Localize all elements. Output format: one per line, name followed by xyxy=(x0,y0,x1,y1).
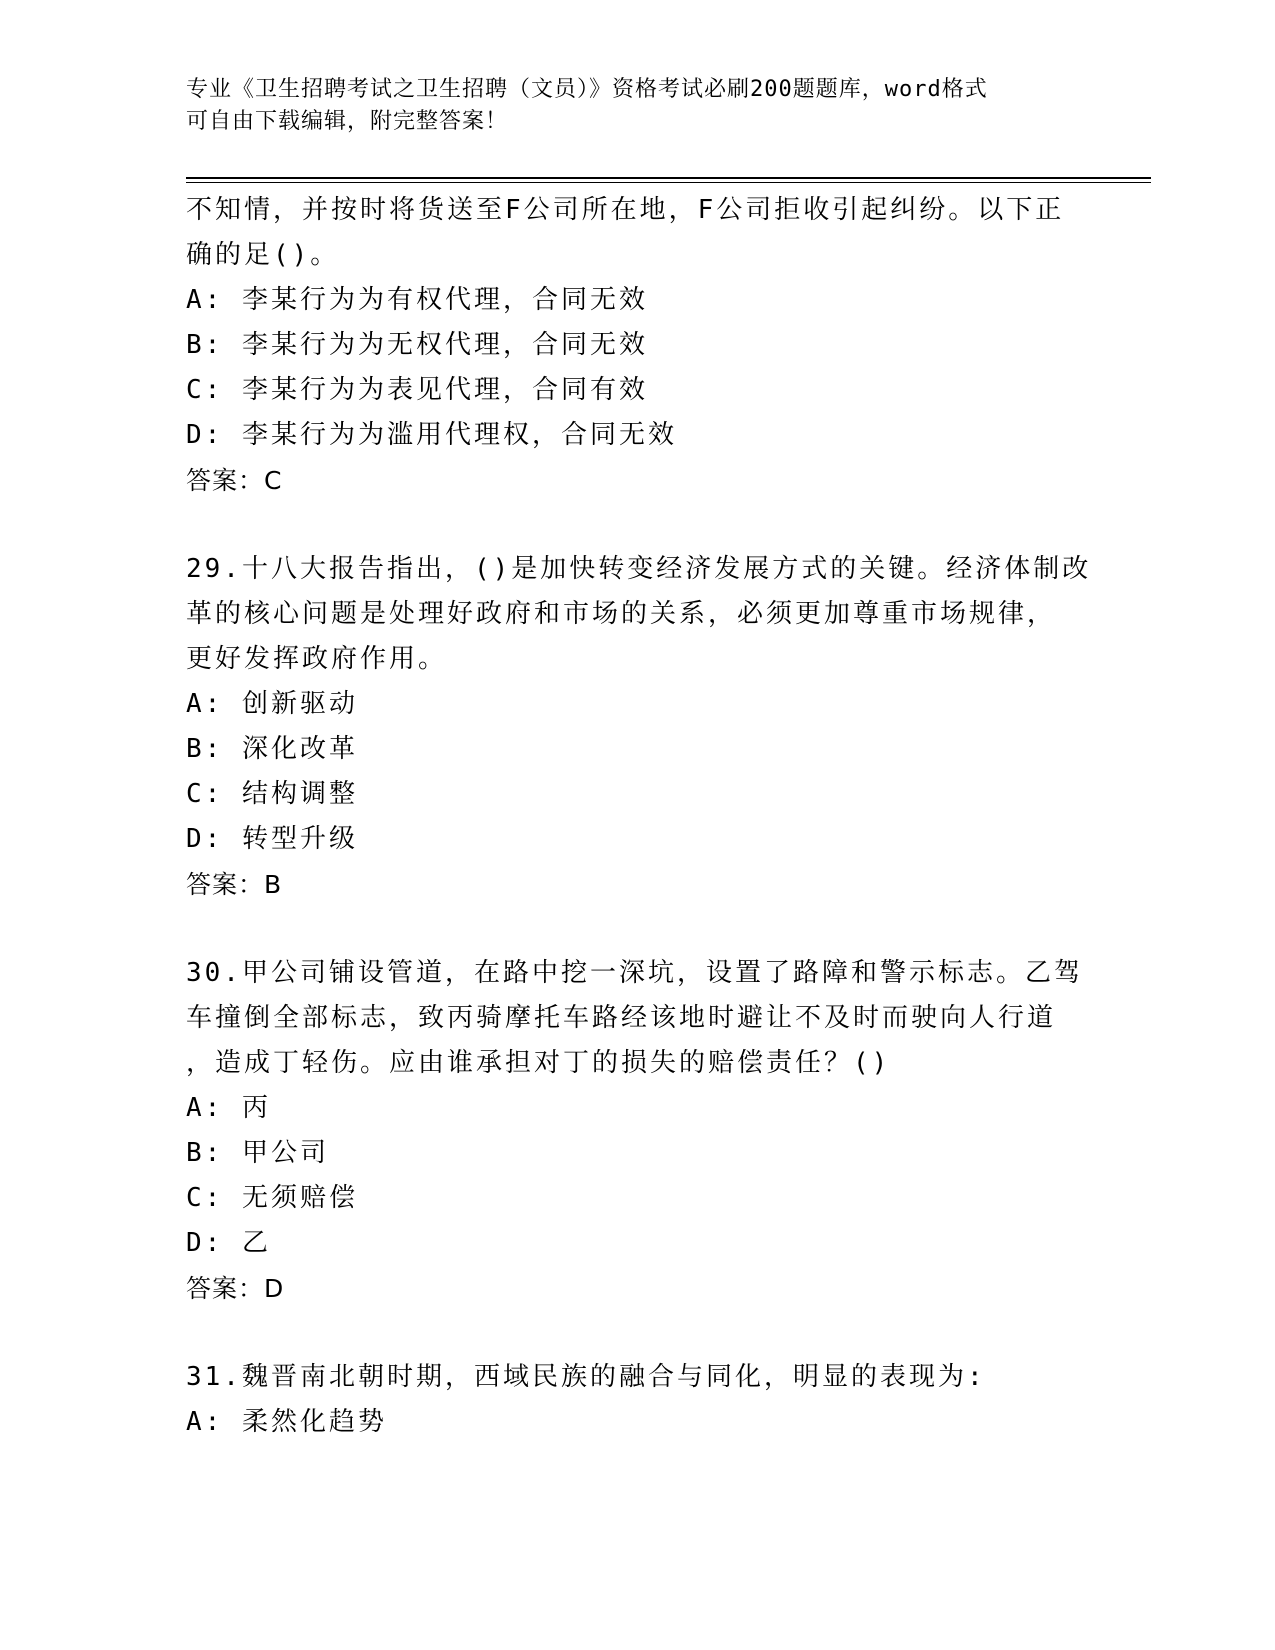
option-a: A: 创新驱动 xyxy=(186,689,358,719)
option-d: D: 李某行为为滥用代理权，合同无效 xyxy=(186,420,677,450)
answer-label: 答案：B xyxy=(186,870,283,899)
question-stem-line: ，造成丁轻伤。应由谁承担对丁的损失的赔偿责任？() xyxy=(186,1048,891,1078)
option-b: B: 深化改革 xyxy=(186,734,358,764)
question-stem-line: 革的核心问题是处理好政府和市场的关系，必须更加尊重市场规律， xyxy=(186,599,1057,629)
option-c: C: 结构调整 xyxy=(186,779,358,809)
question-stem-line: 31.魏晋南北朝时期，西域民族的融合与同化，明显的表现为: xyxy=(186,1362,986,1392)
answer-label: 答案：C xyxy=(186,466,283,495)
question-stem-line: 确的足()。 xyxy=(186,240,340,270)
option-c: C: 无须赔偿 xyxy=(186,1183,358,1213)
question-stem-line: 不知情，并按时将货送至F公司所在地，F公司拒收引起纠纷。以下正 xyxy=(186,195,1065,225)
option-d: D: 乙 xyxy=(186,1228,271,1258)
question-31 xyxy=(186,1355,1086,1445)
option-d: D: 转型升级 xyxy=(186,824,358,854)
question-stem-line: 车撞倒全部标志，致丙骑摩托车路经该地时避让不及时而驶向人行道 xyxy=(186,1003,1057,1033)
option-a: A: 柔然化趋势 xyxy=(186,1407,387,1437)
header-divider-thick xyxy=(186,177,1151,179)
answer-label: 答案：D xyxy=(186,1274,285,1303)
question-29 xyxy=(186,547,1092,907)
option-a: A: 丙 xyxy=(186,1093,271,1123)
header-divider-thin xyxy=(186,182,1151,183)
question-stem-line: 30.甲公司铺设管道，在路中挖一深坑，设置了路障和警示标志。乙驾 xyxy=(186,958,1083,988)
question-30 xyxy=(186,951,1086,1311)
option-b: B: 甲公司 xyxy=(186,1138,329,1168)
question-stem-line: 更好发挥政府作用。 xyxy=(186,644,448,674)
option-c: C: 李某行为为表见代理，合同有效 xyxy=(186,375,648,405)
question-stem-line: 29.十八大报告指出，()是加快转变经济发展方式的关键。经济体制改 xyxy=(186,554,1092,584)
question-list xyxy=(186,188,1092,1445)
document-header xyxy=(186,74,1066,138)
header-title-line-2: 可自由下载编辑，附完整答案！ xyxy=(186,109,509,134)
question-28 xyxy=(186,188,1086,503)
option-b: B: 李某行为为无权代理，合同无效 xyxy=(186,330,648,360)
option-a: A: 李某行为为有权代理，合同无效 xyxy=(186,285,648,315)
header-title-line-1: 专业《卫生招聘考试之卫生招聘（文员）》资格考试必刷200题题库，word格式 xyxy=(186,77,988,102)
